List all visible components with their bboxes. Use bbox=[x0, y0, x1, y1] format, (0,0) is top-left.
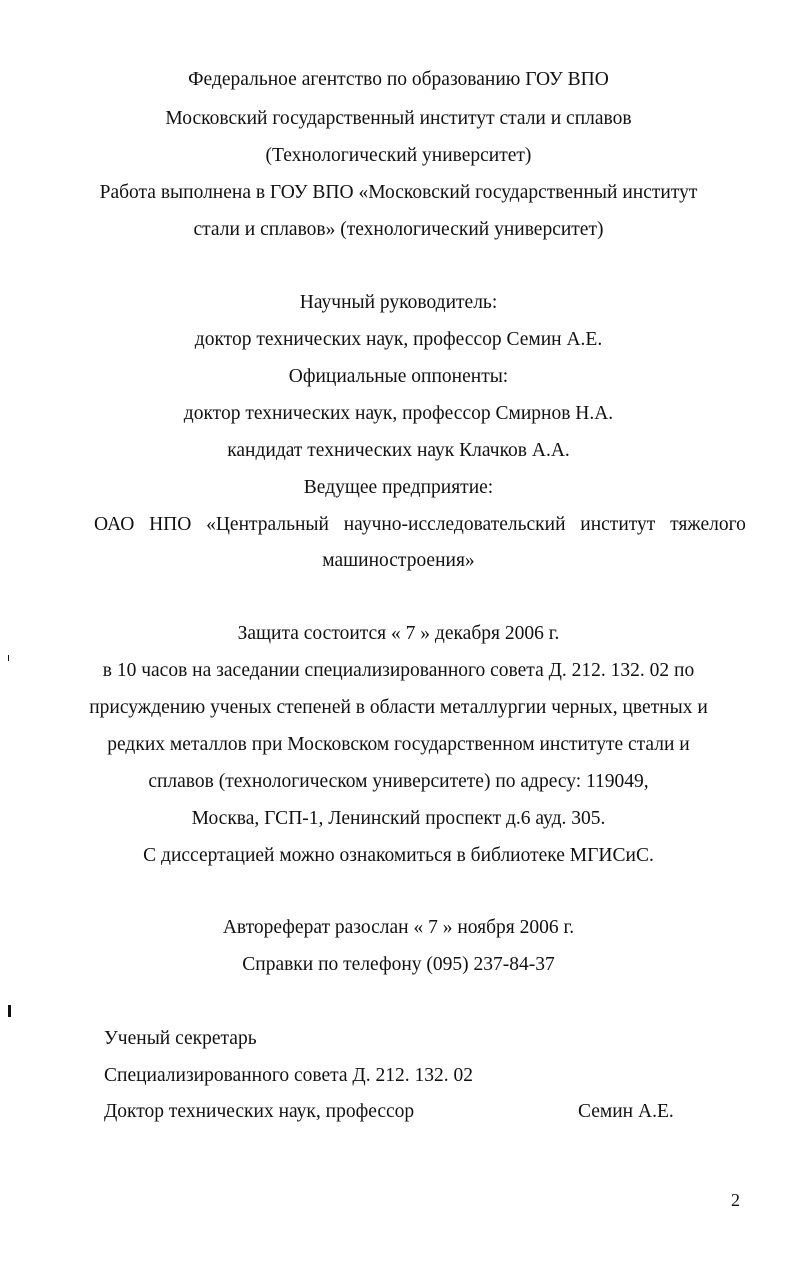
page-number: 2 bbox=[731, 1190, 740, 1210]
leading-org-word: НПО bbox=[149, 514, 192, 535]
header-university: (Технологический университет) bbox=[265, 145, 532, 166]
secretary-council: Специализированного совета Д. 212. 132. 02 bbox=[104, 1065, 473, 1086]
opponents-label: Официальные оппоненты: bbox=[288, 366, 509, 387]
work-done-at-line2: стали и сплавов» (технологический университет) bbox=[193, 219, 604, 240]
scan-speck bbox=[8, 1005, 11, 1017]
defense-date: Защита состоится « 7 » декабря 2006 г. bbox=[237, 623, 560, 644]
phone-info: Справки по телефону (095) 237-84-37 bbox=[242, 954, 555, 975]
supervisor-label: Научный руководитель: bbox=[299, 292, 498, 313]
opponent-second: кандидат технических наук Клачков А.А. bbox=[227, 440, 570, 461]
leading-org-line2: машиностроения» bbox=[322, 550, 475, 571]
defense-line4: редких металлов при Московском государственном институте стали и bbox=[107, 734, 690, 755]
leading-org-word: ОАО bbox=[94, 514, 135, 535]
secretary-name: Семин А.Е. bbox=[578, 1101, 674, 1122]
defense-line2: в 10 часов на заседании специализированного совета Д. 212. 132. 02 по bbox=[102, 660, 695, 681]
mailing-date: Автореферат разослан « 7 » ноября 2006 г. bbox=[222, 917, 575, 938]
leading-org-label: Ведущее предприятие: bbox=[303, 477, 494, 498]
defense-address: Москва, ГСП-1, Ленинский проспект д.6 ауд. 305. bbox=[191, 808, 606, 829]
secretary-degree: Доктор технических наук, профессор bbox=[104, 1101, 415, 1122]
leading-org-word: тяжелого bbox=[670, 514, 746, 535]
supervisor-name: доктор технических наук, профессор Семин А.Е. bbox=[194, 329, 603, 350]
leading-org-line1 bbox=[94, 512, 746, 538]
header-institute: Московский государственный институт стали и сплавов bbox=[165, 108, 632, 129]
scan-speck bbox=[8, 655, 9, 661]
leading-org-word: институт bbox=[580, 514, 656, 535]
header-agency: Федеральное агентство по образованию ГОУ ВПО bbox=[188, 69, 609, 90]
defense-line5: сплавов (технологическом университете) по адресу: 119049, bbox=[148, 771, 649, 792]
leading-org-word: «Центральный bbox=[206, 514, 329, 535]
work-done-at-line1: Работа выполнена в ГОУ ВПО «Московский государственный институт bbox=[99, 182, 698, 203]
leading-org-word: научно-исследовательский bbox=[343, 514, 566, 535]
secretary-title: Ученый секретарь bbox=[104, 1028, 257, 1049]
defense-line3: присуждению ученых степеней в области металлургии черных, цветных и bbox=[89, 697, 708, 718]
opponent-first: доктор технических наук, профессор Смирнов Н.А. bbox=[183, 403, 614, 424]
library-note: С диссертацией можно ознакомиться в библиотеке МГИСиС. bbox=[143, 845, 654, 866]
